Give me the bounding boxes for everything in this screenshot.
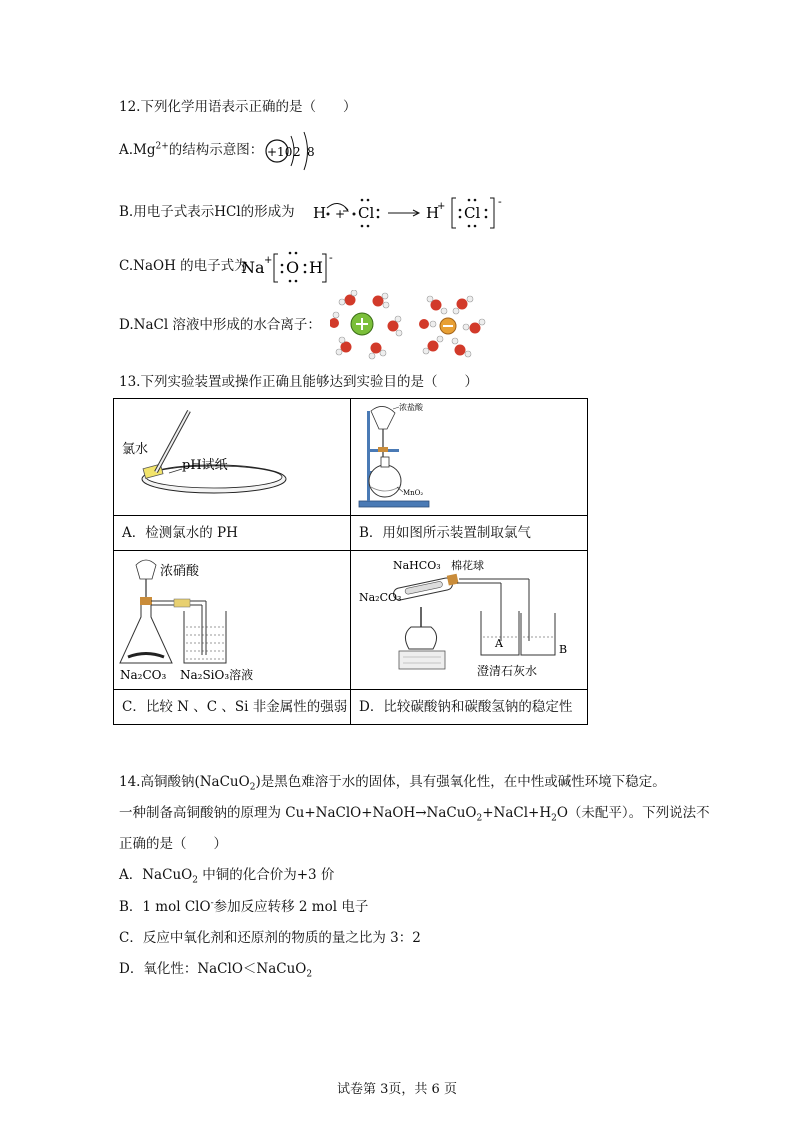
hydrated-chloride-ion (419, 296, 485, 357)
label-mno2: MnO₂ (403, 489, 424, 497)
q14-option-a: A．NaCuO$_2$ 中铜的化合价为+3 价 (119, 867, 335, 886)
chlorine-generation-apparatus (351, 399, 587, 511)
label-na2co3: Na₂CO₃ (120, 668, 167, 682)
q13-options-table (113, 398, 588, 725)
label-nahco3: NaHCO₃ (393, 559, 441, 572)
mg-ion-structure-diagram (260, 124, 330, 174)
hydrated-ions-diagram (330, 290, 490, 360)
option-c-figure (114, 551, 351, 690)
svg-text:-: - (329, 251, 333, 264)
q12-option-a: $A.Mg^{2+}$的结构示意图： (119, 141, 264, 158)
label-cotton-ball: 棉花球 (451, 559, 484, 572)
option-b-figure (351, 399, 588, 516)
nucleus-charge: +10 (267, 145, 293, 159)
option-b-caption: B．用如图所示装置制取氯气 (351, 516, 588, 551)
svg-text:Na: Na (241, 258, 265, 277)
q14-option-d: D．氧化性：NaClO＜NaCuO$_2$ (119, 961, 313, 980)
shell1-electrons: 2 (293, 145, 301, 159)
svg-text:Cl: Cl (358, 204, 375, 222)
hcl-formation-electron-dot (308, 190, 518, 232)
ph-test-apparatus (114, 399, 350, 511)
naoh-electron-dot (238, 246, 338, 288)
q14-stem-line3: 正确的是（ ） (119, 836, 227, 852)
q12-stem: 12.下列化学用语表示正确的是（ ） (119, 99, 357, 115)
svg-text:H: H (309, 258, 323, 277)
q12-option-c: C.NaOH 的电子式为 (119, 258, 248, 274)
svg-text:+: + (335, 207, 346, 221)
option-d-figure (351, 551, 588, 690)
label-ph-paper: pH试纸 (182, 458, 228, 473)
svg-text:H: H (426, 204, 440, 222)
q12-option-b: B.用电子式表示HCl的形成为 (119, 204, 295, 220)
q14-stem-line2: 一种制备高铜酸钠的原理为 $Cu+NaClO+NaOH\to NaCuO_2+NaCl+H_2O$（未配平）。下列说法不 (119, 805, 710, 824)
label-beaker-b: B (559, 643, 568, 656)
hydrated-sodium-ion (330, 290, 402, 359)
option-d-caption: D．比较碳酸钠和碳酸氢钠的稳定性 (351, 690, 588, 725)
label-conc-hcl: 浓盐酸 (399, 403, 423, 412)
label-beaker-a: A (495, 637, 503, 650)
nonmetal-comparison-apparatus (114, 551, 350, 685)
option-c-caption: C．比较 N 、C 、Si 非金属性的强弱 (114, 690, 351, 725)
svg-text:H: H (313, 204, 327, 222)
q14-option-c: C．反应中氧化剂和还原剂的物质的量之比为 3：2 (119, 930, 421, 946)
shell2-electrons: 8 (307, 145, 315, 159)
option-a-caption: A．检测氯水的 PH (114, 516, 351, 551)
label-chlorine-water: 氯水 (122, 442, 149, 457)
svg-text:Cl: Cl (464, 204, 481, 222)
label-na2co3-d: Na₂CO₃ (359, 591, 402, 604)
label-limewater: 澄清石灰水 (477, 664, 538, 678)
q14-option-b: B．1 mol ClO-参加反应转移 2 mol 电子 (119, 898, 369, 915)
q13-stem: 13.下列实验装置或操作正确且能够达到实验目的是（ ） (119, 374, 478, 390)
label-na2sio3-solution: Na₂SiO₃溶液 (180, 668, 254, 682)
svg-text:-: - (498, 195, 502, 208)
option-a-figure (114, 399, 351, 516)
page-footer: 试卷第 3页，共 6 页 (337, 1082, 457, 1097)
svg-text:+: + (437, 201, 446, 212)
label-conc-hno3: 浓硝酸 (160, 564, 200, 579)
q14-stem-line1: 14.高铜酸钠(NaCuO$_2$)是黑色难溶于水的固体，具有强氧化性，在中性或碱性环境下稳定。 (119, 774, 666, 793)
svg-text:+: + (264, 255, 273, 266)
q12-option-d: D.NaCl 溶液中形成的水合离子： (119, 317, 321, 333)
svg-text:O: O (286, 258, 300, 277)
carbonate-stability-apparatus (351, 551, 587, 685)
